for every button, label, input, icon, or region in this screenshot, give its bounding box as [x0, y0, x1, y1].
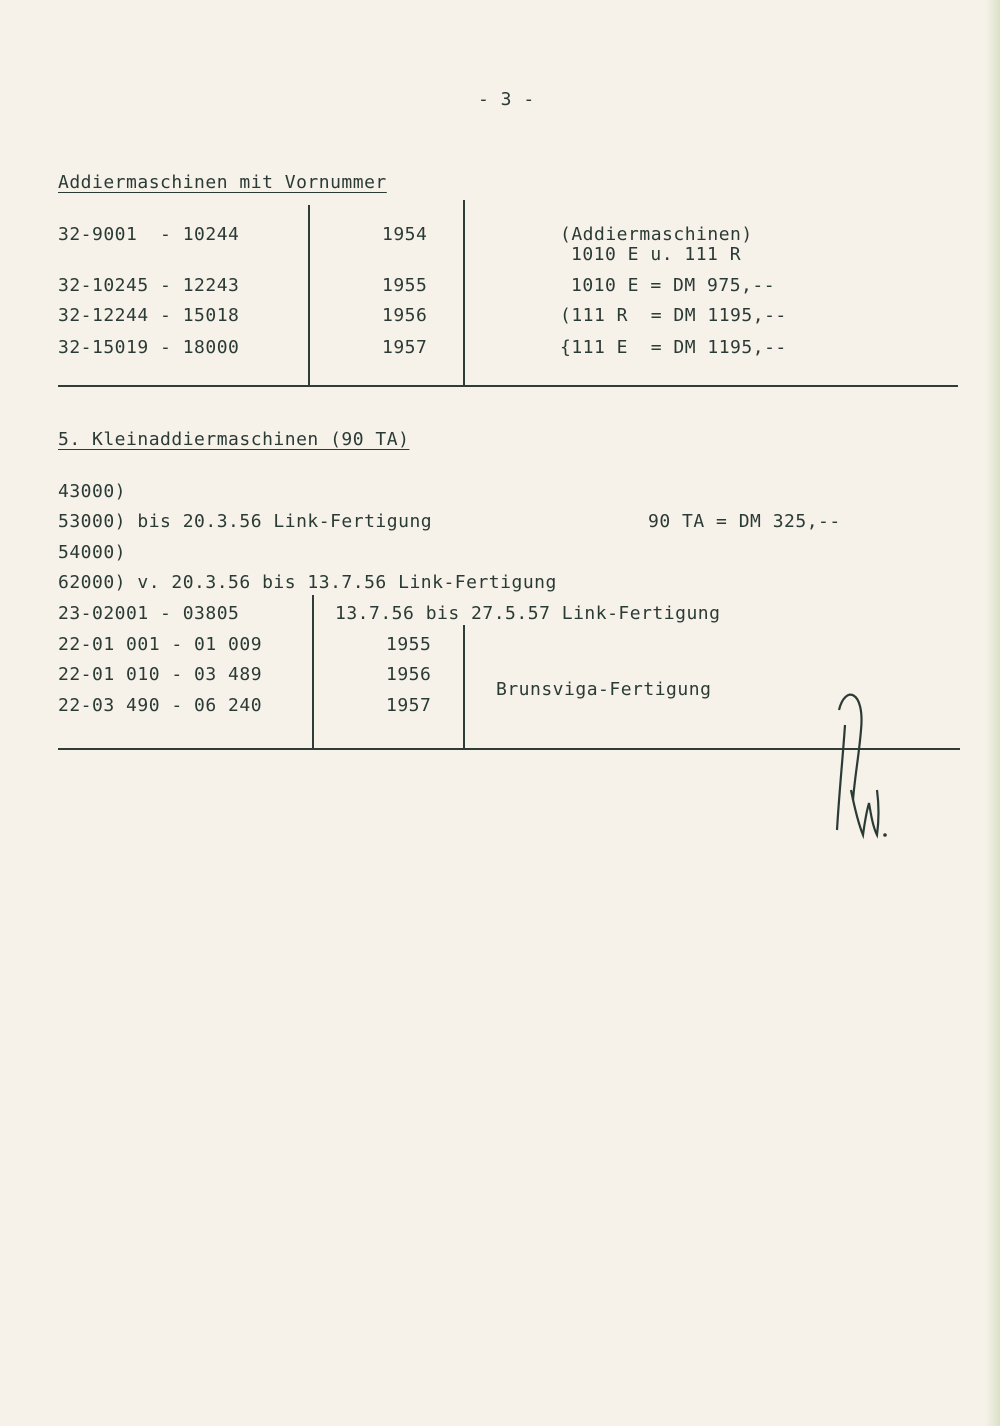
table2-range-3: 22-03 490 - 06 240	[58, 695, 263, 716]
table2-divider-2	[463, 625, 465, 750]
table1-year-1: 1954	[382, 224, 428, 245]
table2-range-2: 22-01 010 - 03 489	[58, 664, 263, 685]
serial-line-3: 54000)	[58, 542, 127, 563]
price-note: 90 TA = DM 325,--	[648, 511, 841, 532]
table2-year-2: 1956	[386, 664, 432, 685]
serial-line-1: 43000)	[58, 481, 127, 502]
page-number: - 3 -	[478, 89, 535, 110]
table2-note: Brunsviga-Fertigung	[496, 679, 712, 700]
section1-heading: Addiermaschinen mit Vornummer	[58, 172, 387, 193]
table1-divider-2	[463, 200, 465, 385]
table1-range-3: 32-12244 - 15018	[58, 305, 240, 326]
table2-range-1: 22-01 001 - 01 009	[58, 634, 263, 655]
table2-link-period: 13.7.56 bis 27.5.57 Link-Fertigung	[335, 603, 721, 624]
table2-divider-1	[312, 595, 314, 750]
section2-heading: 5. Kleinaddiermaschinen (90 TA)	[58, 429, 410, 450]
table1-note-2: 1010 E u. 111 R	[571, 244, 742, 265]
handwritten-initials	[825, 685, 905, 845]
paper-edge	[986, 0, 1000, 1426]
table1-note-4: (111 R = DM 1195,--	[560, 305, 787, 326]
table1-note-3: 1010 E = DM 975,--	[571, 275, 776, 296]
table1-year-4: 1957	[382, 337, 428, 358]
table1-range-4: 32-15019 - 18000	[58, 337, 240, 358]
table1-range-1: 32-9001 - 10244	[58, 224, 240, 245]
table2-link-range: 23-02001 - 03805	[58, 603, 240, 624]
table1-range-2: 32-10245 - 12243	[58, 275, 240, 296]
table2-year-1: 1955	[386, 634, 432, 655]
table1-year-2: 1955	[382, 275, 428, 296]
table1-note-1: (Addiermaschinen)	[560, 224, 753, 245]
table1-divider-1	[308, 205, 310, 385]
serial-line-4: 62000) v. 20.3.56 bis 13.7.56 Link-Fertigung	[58, 572, 557, 593]
table1-note-5: {111 E = DM 1195,--	[560, 337, 787, 358]
table1-year-3: 1956	[382, 305, 428, 326]
table2-year-3: 1957	[386, 695, 432, 716]
table1-bottom-rule	[58, 385, 958, 387]
serial-line-2: 53000) bis 20.3.56 Link-Fertigung	[58, 511, 433, 532]
